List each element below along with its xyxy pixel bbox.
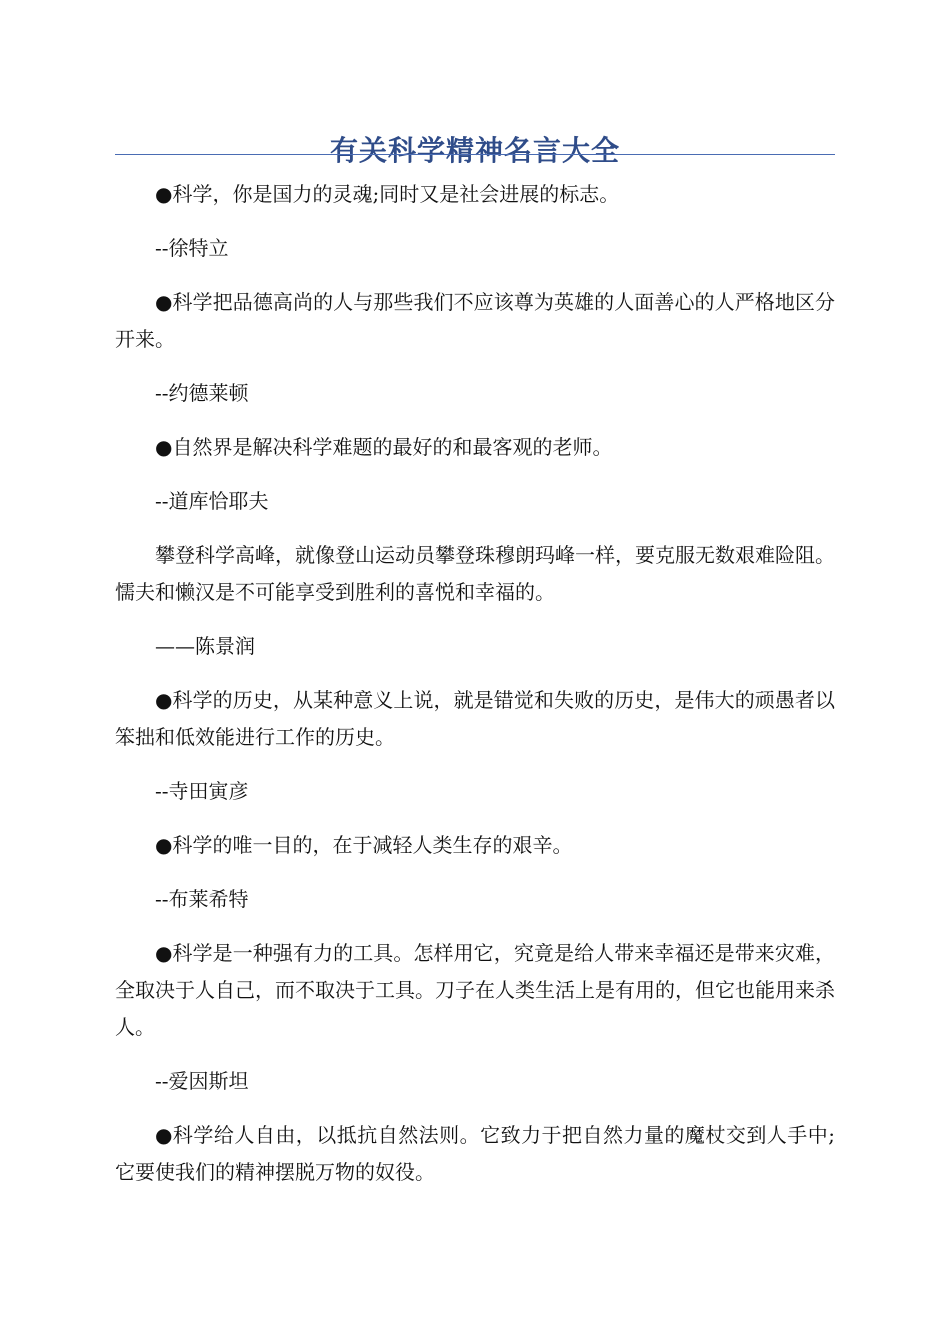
quote-author: --布莱希特 [155, 887, 249, 911]
quote-paragraph: ●科学的唯一目的，在于减轻人类生存的艰辛。 [155, 833, 573, 857]
quote-paragraph: ●科学是一种强有力的工具。怎样用它，究竟是给人带来幸福还是带来灾难，全取决于人自己，而不取决于工具。刀子在人类生活上是有用的，但它也能用来杀人。 [115, 941, 835, 1039]
quote-paragraph: ●科学，你是国力的灵魂;同时又是社会进展的标志。 [155, 182, 620, 206]
document-title: 有关科学精神名言大全 [329, 133, 620, 167]
quote-author: --爱因斯坦 [155, 1069, 249, 1093]
quote-author: --道库恰耶夫 [155, 489, 269, 513]
quote-author: --徐特立 [155, 236, 229, 260]
quote-author: ——陈景润 [155, 634, 255, 658]
document-body [115, 176, 835, 1208]
title-underline [115, 154, 835, 155]
quote-author: --寺田寅彦 [155, 779, 249, 803]
quote-paragraph: ●科学把品德高尚的人与那些我们不应该尊为英雄的人面善心的人严格地区分开来。 [115, 290, 835, 351]
quote-paragraph: ●科学给人自由，以抵抗自然法则。它致力于把自然力量的魔杖交到人手中;它要使我们的精神摆脱万物的奴役。 [115, 1123, 835, 1184]
quote-author: --约德莱顿 [155, 381, 249, 405]
quote-paragraph: ●自然界是解决科学难题的最好的和最客观的老师。 [155, 435, 613, 459]
quote-paragraph: ●科学的历史，从某种意义上说，就是错觉和失败的历史，是伟大的顽愚者以笨拙和低效能进行工作的历史。 [115, 688, 835, 749]
quote-paragraph: 攀登科学高峰，就像登山运动员攀登珠穆朗玛峰一样，要克服无数艰难险阻。懦夫和懒汉是不可能享受到胜利的喜悦和幸福的。 [115, 543, 835, 604]
